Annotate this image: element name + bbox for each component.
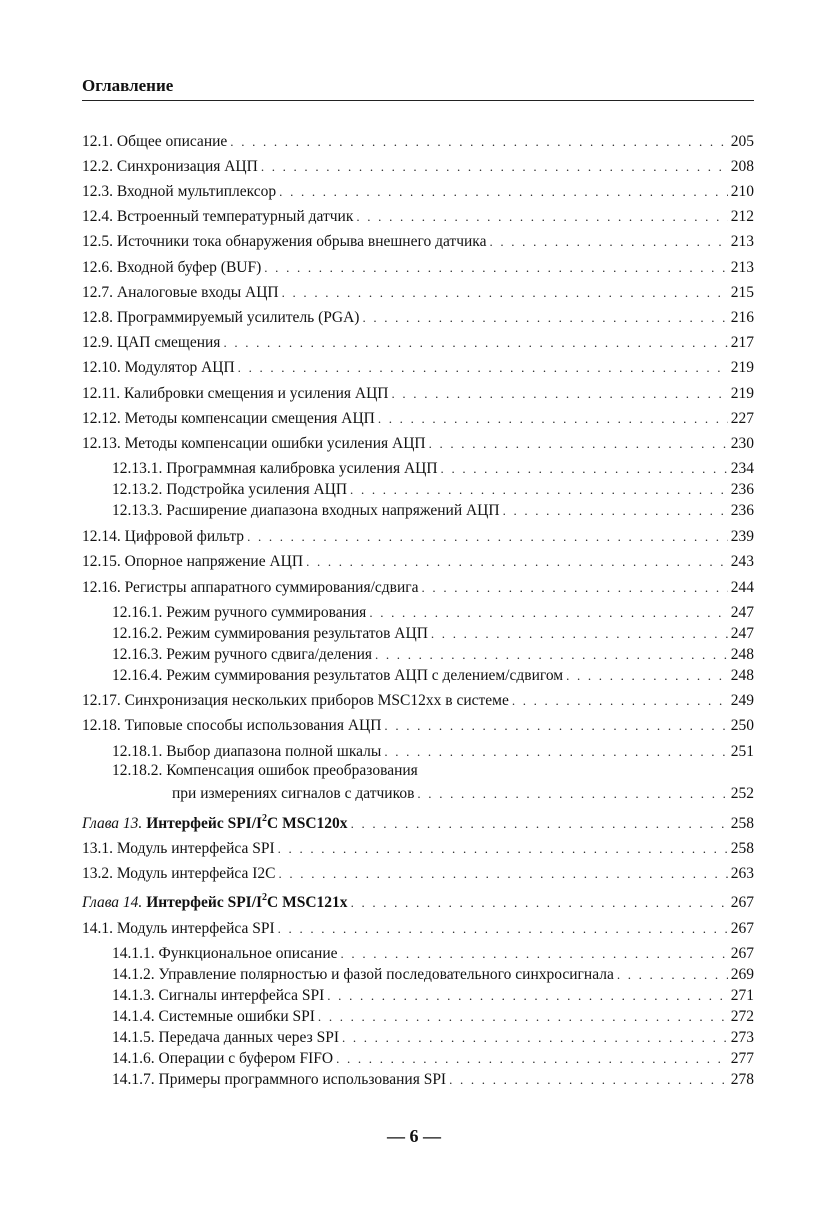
chapter-title-superscript: 2 — [262, 892, 268, 903]
toc-entry-page: 278 — [730, 1071, 754, 1088]
toc-subentry[interactable] — [112, 643, 754, 665]
toc-entry-label: 12.2. Синхронизация АЦП — [82, 158, 258, 175]
leader-dots — [318, 1007, 728, 1027]
leader-dots — [230, 132, 727, 152]
chapter-title-part-a: Интерфейс SPI/I — [146, 815, 263, 832]
toc-entry-label: 12.16.2. Режим суммирования результатов АЦП — [112, 625, 428, 642]
toc-entry-label: 12.12. Методы компенсации смещения АЦП — [82, 410, 375, 427]
page-header — [82, 74, 754, 101]
toc-subentry[interactable] — [112, 942, 754, 964]
toc-entry-label: 12.3. Входной мультиплексор — [82, 183, 277, 200]
toc-entry-page: 236 — [730, 502, 754, 519]
toc-entry-page: 219 — [730, 359, 754, 376]
toc-entry[interactable] — [82, 837, 754, 859]
toc-entry-page: 247 — [730, 604, 754, 621]
leader-dots — [566, 666, 728, 686]
leader-dots — [362, 308, 727, 328]
leader-dots — [350, 480, 728, 500]
page-number: — 6 — — [387, 1126, 441, 1146]
toc-entry-label: 12.14. Цифровой фильтр — [82, 528, 245, 545]
toc-entry-label: 12.13.1. Программная калибровка усиления АЦП — [112, 460, 438, 477]
chapter-prefix: Глава 14. — [82, 894, 143, 911]
toc-entry[interactable] — [82, 862, 754, 884]
leader-dots — [617, 965, 728, 985]
toc-entry-page: 269 — [730, 966, 754, 983]
toc-entry-label: 12.18.1. Выбор диапазона полной шкалы — [112, 743, 382, 760]
toc-entry-page: 272 — [730, 1008, 754, 1025]
toc-entry-page: 249 — [730, 692, 754, 709]
toc-subentry[interactable] — [112, 664, 754, 686]
toc-entry[interactable] — [82, 155, 754, 177]
toc-entry-label: 12.11. Калибровки смещения и усиления АЦП — [82, 385, 389, 402]
toc-entry[interactable] — [82, 230, 754, 252]
leader-dots — [351, 893, 728, 913]
toc-subentry[interactable] — [112, 984, 754, 1006]
toc-entry[interactable] — [82, 917, 754, 939]
toc-entry-label: 12.13. Методы компенсации ошибки усиления АЦП — [82, 435, 426, 452]
toc-entry-label: 14.1.1. Функциональное описание — [112, 945, 338, 962]
toc-entry[interactable] — [82, 130, 754, 152]
toc-subentry[interactable] — [112, 601, 754, 623]
toc-entry[interactable] — [82, 550, 754, 572]
toc-entry-label: 12.16. Регистры аппаратного суммирования/сдвига — [82, 579, 419, 596]
toc-entry-label: 12.6. Входной буфер (BUF) — [82, 259, 262, 276]
leader-dots — [375, 645, 728, 665]
toc-entry-page: 251 — [730, 743, 754, 760]
chapter-prefix: Глава 13. — [82, 815, 143, 832]
toc-entry[interactable] — [82, 407, 754, 429]
toc-chapter-entry[interactable] — [82, 891, 754, 913]
leader-dots — [279, 182, 728, 202]
leader-dots — [327, 986, 727, 1006]
toc-entry-page: 217 — [730, 334, 754, 351]
toc-entry-label: 12.7. Аналоговые входы АЦП — [82, 284, 279, 301]
toc-entry[interactable] — [82, 180, 754, 202]
toc-entry-label: 14.1.2. Управление полярностью и фазой последовательного синхросигнала — [112, 966, 614, 983]
toc-entry-page: 250 — [730, 717, 754, 734]
toc-entry-label: 12.4. Встроенный температурный датчик — [82, 208, 354, 225]
toc-entry-page: 215 — [730, 284, 754, 301]
toc-entry-page: 213 — [730, 233, 754, 250]
leader-dots — [261, 157, 728, 177]
toc-entry-page: 248 — [730, 667, 754, 684]
leader-dots — [278, 839, 728, 859]
toc-subentry[interactable] — [112, 478, 754, 500]
toc-entry-label: 12.16.1. Режим ручного суммирования — [112, 604, 367, 621]
toc-entry[interactable] — [82, 306, 754, 328]
toc-entry-page: 219 — [730, 385, 754, 402]
toc-entry-page: 248 — [730, 646, 754, 663]
leader-dots — [429, 434, 728, 454]
leader-dots — [384, 742, 727, 762]
toc-entry-label: 14.1.3. Сигналы интерфейса SPI — [112, 987, 325, 1004]
toc-entry-label: 12.16.4. Режим суммирования результатов АЦП с делением/сдвигом — [112, 667, 564, 684]
toc-entry-label: 12.10. Модулятор АЦП — [82, 359, 235, 376]
toc-entry-page: 258 — [730, 815, 754, 832]
page-title: Оглавление — [82, 76, 174, 95]
toc-entry-label: 12.18. Типовые способы использования АЦП — [82, 717, 382, 734]
leader-dots — [279, 864, 728, 884]
toc-entry-page: 239 — [730, 528, 754, 545]
toc-entry-page: 208 — [730, 158, 754, 175]
toc-entry-page: 212 — [730, 208, 754, 225]
toc-entry-page: 227 — [730, 410, 754, 427]
leader-dots — [422, 578, 728, 598]
leader-dots — [449, 1070, 728, 1090]
leader-dots — [278, 919, 728, 939]
leader-dots — [392, 384, 728, 404]
toc-entry-label: 14.1.5. Передача данных через SPI — [112, 1029, 339, 1046]
toc-subentry[interactable] — [112, 457, 754, 479]
toc-entry-label: 14.1. Модуль интерфейса SPI — [82, 920, 275, 937]
toc-entry[interactable] — [82, 382, 754, 404]
leader-dots — [503, 501, 728, 521]
leader-dots — [282, 283, 728, 303]
toc-entry-label: 12.13.3. Расширение диапазона входных напряжений АЦП — [112, 502, 500, 519]
leader-dots — [341, 944, 728, 964]
toc-entry-label: 14.1.7. Примеры программного использования SPI — [112, 1071, 447, 1088]
toc-entry[interactable] — [82, 331, 754, 353]
toc-entry-label: 12.15. Опорное напряжение АЦП — [82, 553, 304, 570]
toc-entry-label: 13.1. Модуль интерфейса SPI — [82, 840, 275, 857]
toc-entry-label: 12.9. ЦАП смещения — [82, 334, 221, 351]
toc-entry-page: 244 — [730, 579, 754, 596]
toc-entry-page: 267 — [730, 945, 754, 962]
toc-subentry[interactable] — [112, 499, 754, 521]
leader-dots — [417, 784, 727, 804]
leader-dots — [369, 603, 727, 623]
toc-subentry[interactable] — [112, 1005, 754, 1027]
toc-chapter-label — [82, 893, 348, 913]
toc-subentry[interactable] — [172, 782, 754, 804]
toc-entry-page: 243 — [730, 553, 754, 570]
leader-dots — [489, 232, 727, 252]
toc-entry-page: 230 — [730, 435, 754, 452]
toc-entry-label: 14.1.4. Системные ошибки SPI — [112, 1008, 315, 1025]
toc-entry-label: 12.13.2. Подстройка усиления АЦП — [112, 481, 348, 498]
toc-subentry[interactable] — [112, 1026, 754, 1048]
toc-entry-label: 12.5. Источники тока обнаружения обрыва внешнего датчика — [82, 233, 487, 250]
leader-dots — [247, 527, 728, 547]
leader-dots — [441, 459, 728, 479]
toc-entry-label: 14.1.6. Операции с буфером FIFO — [112, 1050, 334, 1067]
leader-dots — [306, 552, 728, 572]
toc-chapter-entry[interactable] — [82, 812, 754, 834]
toc-entry[interactable] — [82, 281, 754, 303]
toc-entry-label: 12.8. Программируемый усилитель (PGA) — [82, 309, 360, 326]
toc-entry-page: 247 — [730, 625, 754, 642]
toc-entry[interactable] — [82, 689, 754, 711]
toc-entry-page: 210 — [730, 183, 754, 200]
toc-entry[interactable] — [82, 525, 754, 547]
toc-entry-page: 267 — [730, 894, 754, 911]
toc-entry-label: 12.16.3. Режим ручного сдвига/деления — [112, 646, 372, 663]
toc-entry-page: 213 — [730, 259, 754, 276]
toc-subentry[interactable] — [112, 1068, 754, 1090]
toc-entry-label: при измерениях сигналов с датчиков — [172, 785, 415, 802]
toc-chapter-label — [82, 814, 348, 834]
toc-subentry[interactable] — [112, 740, 754, 762]
leader-dots — [351, 814, 728, 834]
leader-dots — [223, 333, 727, 353]
leader-dots — [264, 258, 727, 278]
chapter-title-part-b: C MSC121x — [267, 894, 348, 911]
toc-entry[interactable] — [82, 432, 754, 454]
toc-subentry[interactable] — [112, 622, 754, 644]
toc-entry-page: 258 — [730, 840, 754, 857]
leader-dots — [238, 358, 728, 378]
toc-entry-page: 271 — [730, 987, 754, 1004]
leader-dots — [356, 207, 727, 227]
toc-entry-page: 267 — [730, 920, 754, 937]
toc-entry-page: 216 — [730, 309, 754, 326]
toc-entry[interactable] — [82, 576, 754, 598]
toc-entry[interactable] — [82, 356, 754, 378]
toc-subentry-first-line[interactable]: 12.18.2. Компенсация ошибок преобразования — [112, 762, 418, 779]
toc-entry-page: 273 — [730, 1029, 754, 1046]
toc-subentry[interactable] — [112, 1047, 754, 1069]
toc-entry[interactable] — [82, 205, 754, 227]
toc-entry-page: 234 — [730, 460, 754, 477]
leader-dots — [384, 716, 727, 736]
leader-dots — [336, 1049, 728, 1069]
chapter-title-part-a: Интерфейс SPI/I — [146, 894, 263, 911]
chapter-title-part-b: C MSC120x — [267, 815, 348, 832]
toc-entry-label: 13.2. Модуль интерфейса I2C — [82, 865, 276, 882]
toc-entry-label: 12.17. Синхронизация нескольких приборов MSC12xx в системе — [82, 692, 509, 709]
toc-entry-page: 205 — [730, 133, 754, 150]
leader-dots — [378, 409, 728, 429]
leader-dots — [512, 691, 728, 711]
toc-entry-label: 12.1. Общее описание — [82, 133, 228, 150]
toc-entry-page: 236 — [730, 481, 754, 498]
toc-entry-page: 252 — [730, 785, 754, 802]
toc-entry[interactable] — [82, 256, 754, 278]
toc-entry-page: 263 — [730, 865, 754, 882]
chapter-title-superscript: 2 — [262, 813, 268, 824]
leader-dots — [342, 1028, 728, 1048]
leader-dots — [431, 624, 728, 644]
toc-subentry[interactable] — [112, 963, 754, 985]
toc-entry[interactable] — [82, 714, 754, 736]
toc-entry-page: 277 — [730, 1050, 754, 1067]
